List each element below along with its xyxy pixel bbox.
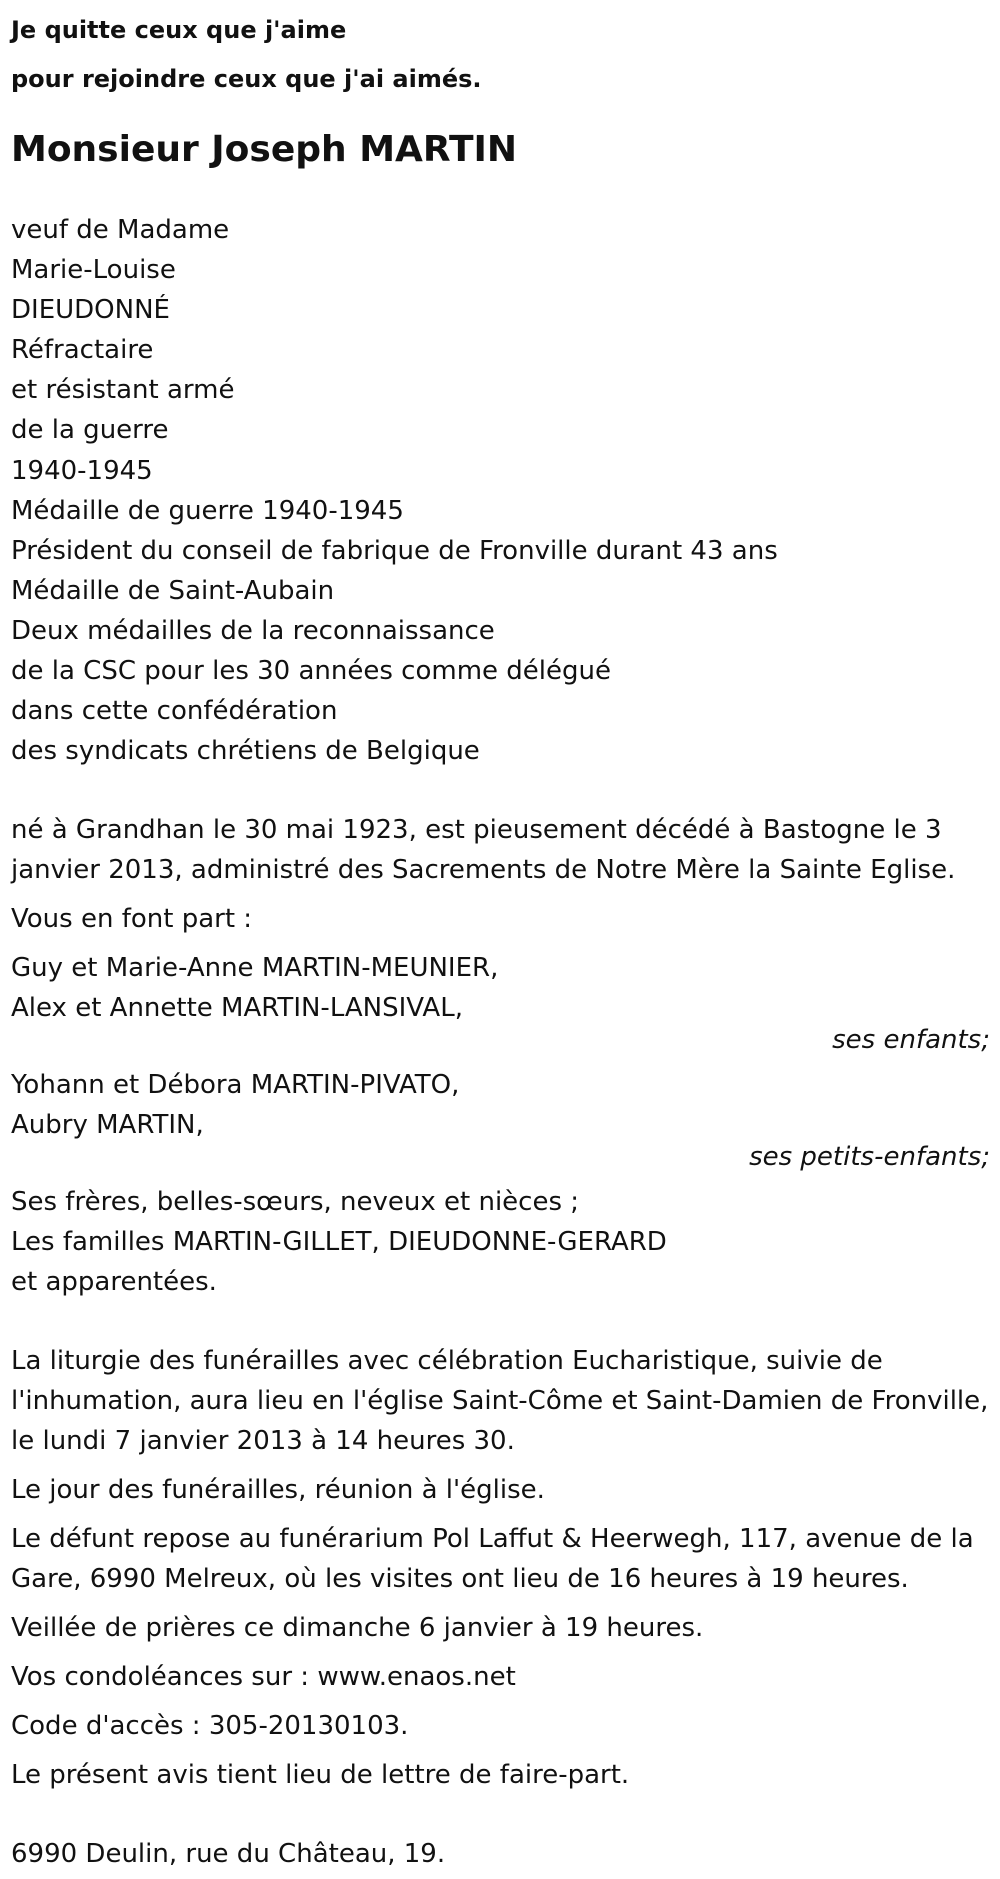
address-text: 6990 Deulin, rue du Château, 19.	[11, 1839, 446, 1870]
gathering-text: Le jour des funérailles, réunion à l'église.	[11, 1475, 545, 1506]
children-role: ses enfants;	[832, 1025, 990, 1056]
title-line: Médaille de guerre 1940-1945	[11, 495, 404, 526]
deceased-name: Monsieur Joseph MARTIN	[11, 129, 518, 170]
announce-intro: Vous en font part :	[11, 904, 253, 935]
title-line: Marie-Louise	[11, 255, 176, 286]
title-line: de la guerre	[11, 415, 169, 446]
condolences-text: Vos condoléances sur : www.enaos.net	[11, 1662, 516, 1693]
title-line: DIEUDONNÉ	[11, 295, 170, 326]
title-line: Réfractaire	[11, 335, 154, 366]
grandchildren-list	[11, 1065, 1000, 1145]
title-line: de la CSC pour les 30 années comme délégué	[11, 656, 611, 687]
relatives-line: Ses frères, belles-sœurs, neveux et nièces ;	[11, 1187, 580, 1218]
child-line: Alex et Annette MARTIN-LANSIVAL,	[11, 993, 463, 1024]
vigil-text: Veillée de prières ce dimanche 6 janvier à 19 heures.	[11, 1613, 704, 1644]
relatives-line: Les familles MARTIN-GILLET, DIEUDONNE-GERARD	[11, 1227, 667, 1258]
title-line: Président du conseil de fabrique de Fronville durant 43 ans	[11, 535, 778, 566]
title-line: 1940-1945	[11, 455, 153, 486]
notice-text: Le présent avis tient lieu de lettre de faire-part.	[11, 1760, 630, 1791]
title-line: dans cette confédération	[11, 696, 338, 727]
epigraph-line: Je quitte ceux que j'aime	[11, 16, 347, 44]
title-line: Médaille de Saint-Aubain	[11, 575, 335, 606]
grandchildren-role: ses petits-enfants;	[749, 1142, 990, 1173]
grandchild-line: Yohann et Débora MARTIN-PIVATO,	[11, 1070, 460, 1101]
grandchild-line: Aubry MARTIN,	[11, 1110, 204, 1141]
title-line: veuf de Madame	[11, 215, 230, 245]
children-list	[11, 948, 1000, 1028]
title-line: des syndicats chrétiens de Belgique	[11, 736, 480, 767]
relatives-list	[11, 1182, 1000, 1302]
title-line: et résistant armé	[11, 375, 235, 406]
child-line: Guy et Marie-Anne MARTIN-MEUNIER,	[11, 953, 499, 984]
liturgy-text: La liturgie des funérailles avec célébration Eucharistique, suivie de l'inhumation, aura lieu en l'église Saint-Côme et Saint-Damien de Fronville, le lundi 7 janvier 2013 à 14 heures 30.	[11, 1346, 989, 1457]
epigraph	[11, 0, 1000, 104]
funerarium-text: Le défunt repose au funérarium Pol Laffut & Heerwegh, 117, avenue de la Gare, 6990 Melreux, où les visites ont lieu de 16 heures à 19 heures.	[11, 1524, 974, 1595]
epigraph-line: pour rejoindre ceux que j'ai aimés.	[11, 65, 482, 93]
relatives-line: et apparentées.	[11, 1267, 217, 1298]
birth-death-text: né à Grandhan le 30 mai 1923, est pieusement décédé à Bastogne le 3 janvier 2013, administré des Sacrements de Notre Mère la Sainte Eglise.	[11, 815, 956, 886]
titles-list	[11, 210, 1000, 771]
title-line: Deux médailles de la reconnaissance	[11, 615, 495, 646]
access-code-text: Code d'accès : 305-20130103.	[11, 1711, 409, 1742]
